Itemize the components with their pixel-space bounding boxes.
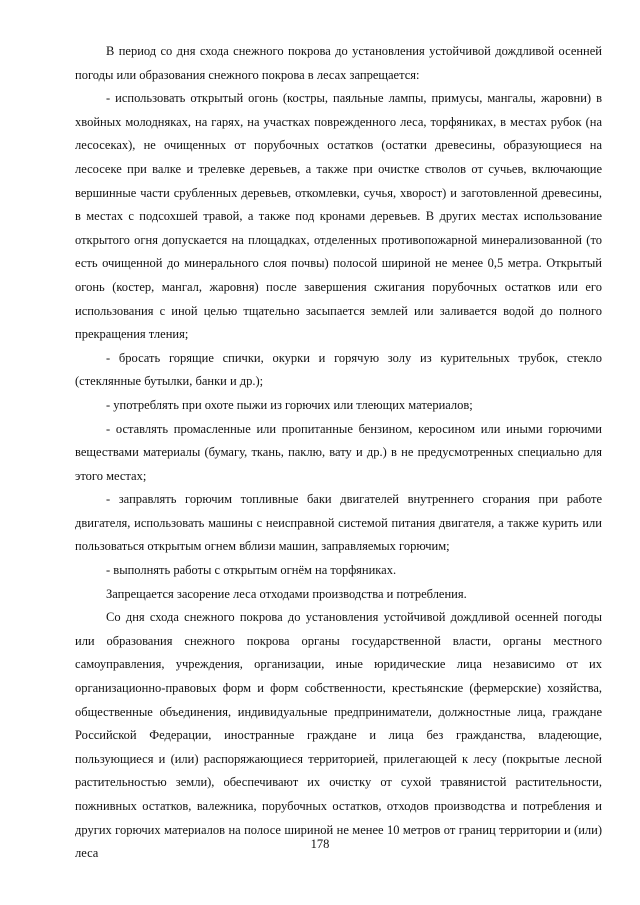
paragraph-oily-materials: - оставлять промасленные или пропитанные бензином, керосином или иными горючими веществами материалы (бумагу, ткань, паклю, вату и др.) в не предусмотренных специально для этого местах; <box>75 421 602 483</box>
document-body <box>75 40 602 866</box>
paragraph-intro: В период со дня схода снежного покрова до установления устойчивой дождливой осенней погоды или образования снежного покрова в лесах запрещается: <box>75 44 602 82</box>
paragraph-refueling: - заправлять горючим топливные баки двигателей внутреннего сгорания при работе двигателя, использовать машины с неисправной системой питания двигателя, а также курить или пользоваться открытым огнем вблизи машин, заправляемых горючим; <box>75 492 602 554</box>
paragraph-matches: - бросать горящие спички, окурки и горячую золу из курительных трубок, стекло (стеклянные бутылки, банки и др.); <box>75 350 602 389</box>
paragraph-peatlands: - выполнять работы с открытым огнём на торфяниках. <box>106 563 397 578</box>
paragraph-clearing-duty: Со дня схода снежного покрова до установления устойчивой дождливой осенней погоды или образования снежного покрова органы государственной власти, органы местного самоуправления, учреждения, организации, иные юридические лица независимо от их организационно-правовых форм и форм собственности, крестьянские (фермерские) хозяйства, общественные объединения, индивидуальные предприниматели, должностные лица, граждане Российской Федерации, иностранные граждане и лица без гражданства, владеющие, пользующиеся и (или) распоряжающиеся территорией, прилегающей к лесу (покрытые лесной растительностью земли), обеспечивают их очистку от сухой травянистой растительности, пожнивных остатков, валежника, порубочных остатков, отходов производства и потребления и других горючих материалов на полосе шириной не менее 10 метров от границ территории и (или) леса <box>75 610 602 861</box>
paragraph-open-fire: - использовать открытый огонь (костры, паяльные лампы, примусы, мангалы, жаровни) в хвойных молодняках, на гарях, на участках поврежденного леса, торфяниках, в местах рубок (на лесосеках), не очищенных от порубочных остатков (остатки древесины, образующиеся на лесосеке при валке и трелевке деревьев, а также при очистке стволов от сучьев, включающие вершинные части срубленных деревьев, откомлевки, сучья, хворост) и заготовленной древесины, в местах с подсохшей травой, а также под кронами деревьев. В других местах использование открытого огня допускается на площадках, отделенных противопожарной минерализованной (то есть очищенной до минерального слоя почвы) полосой шириной не менее 0,5 метра. Открытый огонь (костер, мангал, жаровня) после завершения сжигания порубочных остатков или его использования с иной целью тщательно засыпается землей или заливается водой до полного прекращения тления; <box>75 91 602 342</box>
paragraph-hunting-wads: - употреблять при охоте пыжи из горючих или тлеющих материалов; <box>106 397 473 412</box>
page-number: 178 <box>310 837 330 851</box>
paragraph-littering: Запрещается засорение леса отходами производства и потребления. <box>106 586 467 601</box>
